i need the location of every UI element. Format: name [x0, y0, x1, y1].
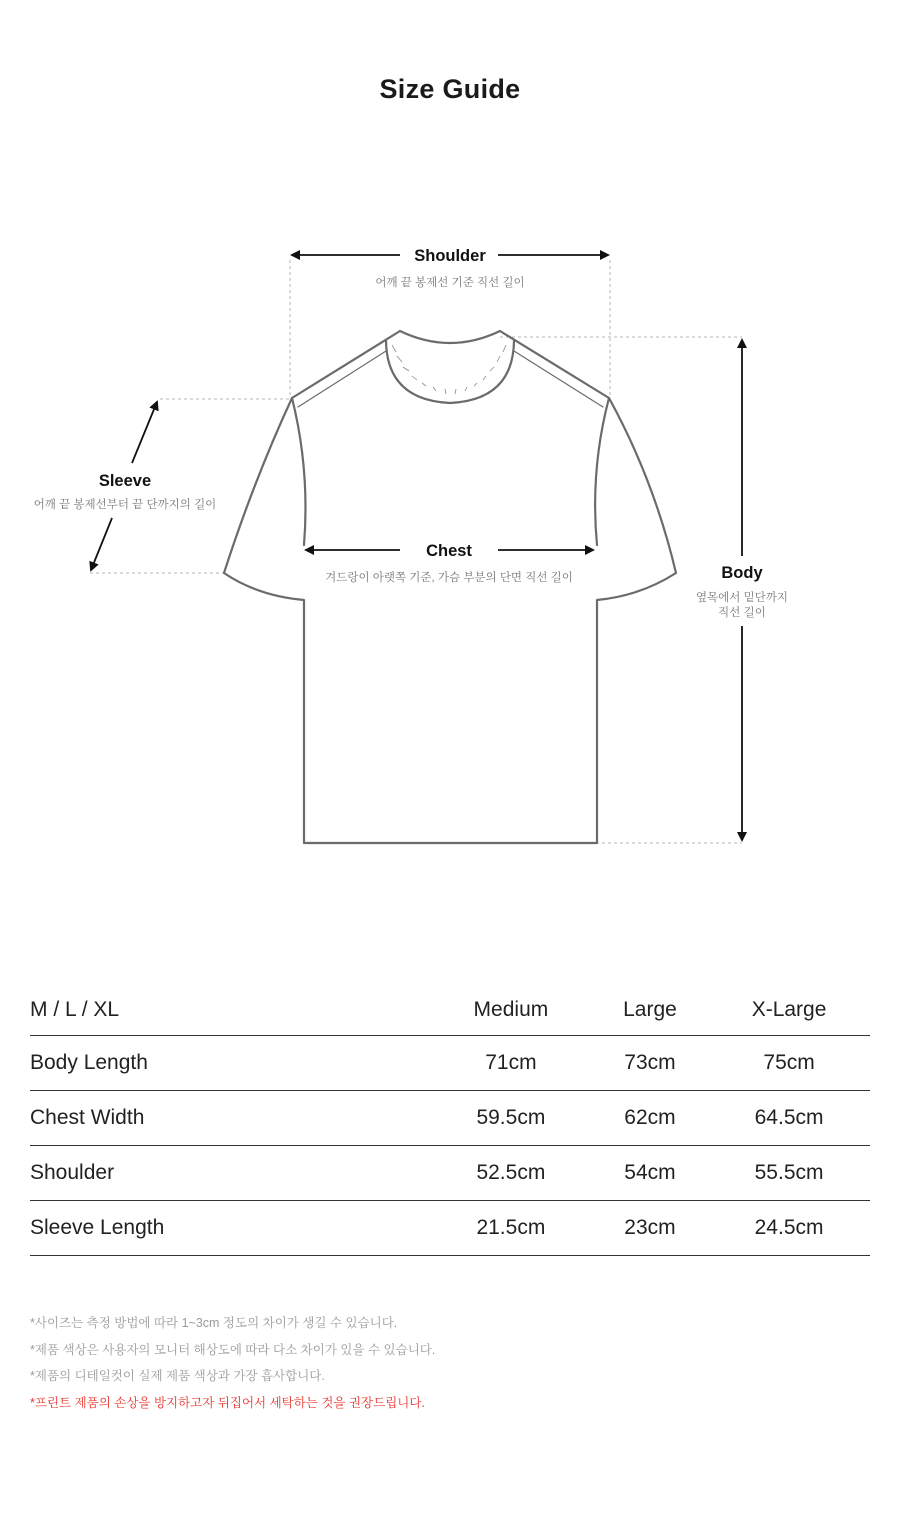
- row-label: Body Length: [30, 1050, 148, 1074]
- header-x-large: X-Large: [751, 997, 827, 1021]
- body-label: Body: [721, 564, 763, 582]
- header-large: Large: [623, 997, 677, 1021]
- size-table: [30, 985, 870, 1256]
- table-cell: 73cm: [624, 1050, 676, 1074]
- tshirt-outline: [224, 331, 676, 843]
- guide-lines: [90, 260, 742, 843]
- note-measurement: *사이즈는 측정 방법에 따라 1~3cm 정도의 차이가 생길 수 있습니다.: [30, 1316, 398, 1330]
- table-cell: 52.5cm: [476, 1160, 546, 1184]
- table-row: [30, 1200, 870, 1255]
- table-row: [30, 1035, 870, 1090]
- collar-rib-texture: [392, 345, 506, 394]
- table-cell: 64.5cm: [754, 1105, 824, 1129]
- table-cell: 75cm: [763, 1050, 815, 1074]
- table-cell: 21.5cm: [476, 1215, 546, 1239]
- header-medium: Medium: [473, 997, 549, 1021]
- row-label: Chest Width: [30, 1105, 145, 1129]
- table-cell: 55.5cm: [754, 1160, 824, 1184]
- sleeve-description: 어깨 끝 봉제선부터 끝 단까지의 길이: [33, 499, 217, 511]
- body-description-line1: 옆목에서 밑단까지: [695, 592, 789, 604]
- note-color: *제품 색상은 사용자의 모니터 해상도에 따라 다소 차이가 있을 수 있습니다.: [30, 1342, 436, 1357]
- row-label: Sleeve Length: [30, 1215, 165, 1239]
- page-title: Size Guide: [379, 74, 521, 104]
- measure-arrows: [91, 255, 742, 840]
- sleeve-arrow-up: [132, 402, 157, 463]
- sleeve-arrow-down: [91, 518, 112, 570]
- table-row: [30, 1145, 870, 1200]
- shoulder-description: 어깨 끝 봉제선 기준 직선 길이: [375, 277, 525, 289]
- note-detail-cut: *제품의 디테일컷이 실제 제품 색상과 가장 흡사합니다.: [30, 1369, 325, 1383]
- tshirt-measurement-diagram: [0, 200, 900, 860]
- chest-description: 겨드랑이 아랫쪽 기준, 가슴 부분의 단면 직선 길이: [325, 572, 573, 584]
- table-cell: 23cm: [624, 1215, 676, 1239]
- header-size-label: M / L / XL: [30, 997, 120, 1021]
- table-cell: 54cm: [624, 1160, 676, 1184]
- row-label: Shoulder: [30, 1160, 115, 1184]
- shoulder-label: Shoulder: [414, 247, 486, 265]
- table-cell: 24.5cm: [754, 1215, 824, 1239]
- table-cell: 59.5cm: [476, 1105, 546, 1129]
- body-description-line2: 직선 길이: [718, 607, 766, 619]
- table-cell: 62cm: [624, 1105, 676, 1129]
- size-notes: [30, 1310, 435, 1416]
- table-header-row: [30, 985, 870, 1035]
- note-washing-warning: *프린트 제품의 손상을 방지하고자 뒤집어서 세탁하는 것을 권장드립니다.: [30, 1395, 425, 1410]
- table-cell: 71cm: [485, 1050, 537, 1074]
- chest-label: Chest: [426, 542, 472, 560]
- sleeve-label: Sleeve: [98, 472, 152, 490]
- table-row: [30, 1090, 870, 1145]
